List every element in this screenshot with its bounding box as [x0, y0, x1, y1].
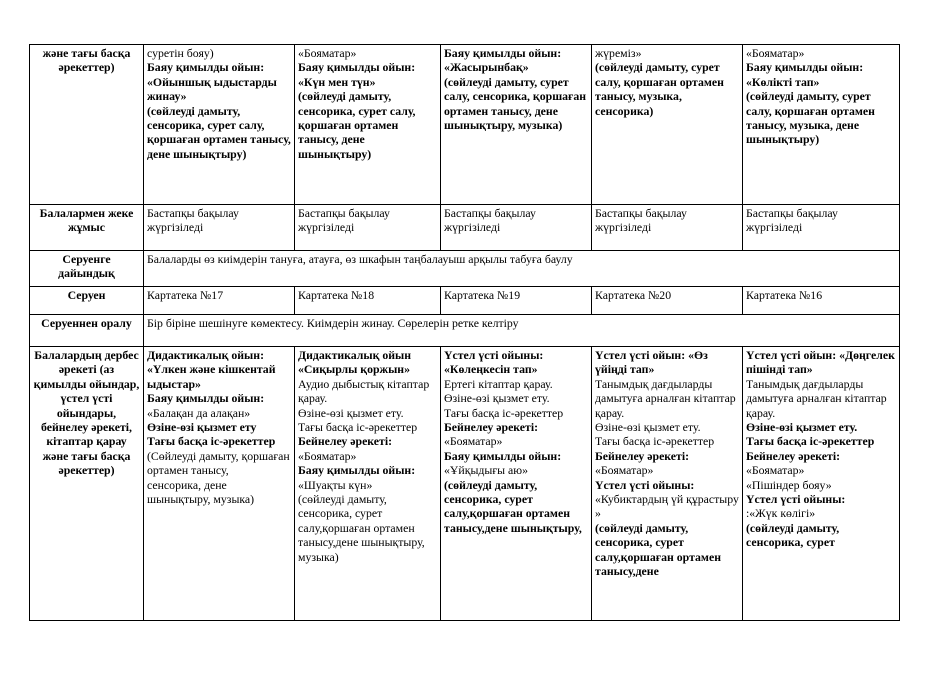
cell-text: «Бояматар»: [298, 46, 357, 60]
cell-text: (сөйлеуді дамыту, сенсорика, сурет салу, қоршаған ортамен танысу, дене шынықтыру): [298, 89, 416, 161]
day-cell: [441, 205, 592, 251]
cell-text: Бастапқы бақылау жүргізіледі: [147, 206, 239, 235]
day-cell: [295, 347, 441, 621]
cell-text: Дидактикалық ойын: «Үлкен және кішкентай ыдыстар»: [147, 348, 276, 391]
cell-text: (Сөйлеуді дамыту, қоршаған ортамен танысу, сенсорика, дене шынықтыру, музыка): [147, 448, 290, 507]
cell-text: Тағы басқа іс-әрекеттер: [595, 434, 715, 449]
table-row: [30, 347, 900, 621]
cell-text: Бейнелеу әрекеті:: [444, 420, 539, 435]
cell-text: Дидактикалық ойын «Сиқырлы қоржын»: [298, 348, 412, 377]
cell-text: Баяу қимылды ойын: «Ойыншық ыдыстарды жинау»: [147, 60, 277, 104]
cell-text: «Балақан да алақан»: [147, 405, 251, 420]
row-label: және тағы басқа әрекеттер): [30, 45, 144, 205]
cell-text: Өзіне-өзі қызмет ету.: [444, 391, 550, 406]
cell-text: Баяу қимылды ойын:: [147, 391, 265, 406]
cell-text: Үстел үсті ойын: «Өз үйіңді тап»: [595, 348, 708, 377]
cell-text: «Кубиктардың үй құрастыру »: [595, 492, 739, 521]
cell-text: «Ұйқыдығы аю»: [444, 463, 528, 478]
cell-text: Баяу қимылды ойын: «Көлікті тап»: [746, 60, 864, 89]
cell-text: (сөйлеуді дамыту, сенсорика, сурет салу,қоршаған ортамен танысу,дене шынықтыру, музыка): [298, 492, 425, 564]
day-cell: [743, 205, 900, 251]
row-label: Балалармен жеке жұмыс: [30, 205, 144, 251]
cell-text: Тағы басқа іс-әрекеттер: [147, 434, 276, 449]
day-cell: [144, 287, 295, 315]
cell-text: Картатека №17: [147, 288, 224, 302]
schedule-table-body: [30, 45, 900, 621]
cell-text: «Бояматар»: [595, 463, 654, 478]
table-row: [30, 251, 900, 287]
day-cell: [441, 287, 592, 315]
row-label: Серуенге дайындық: [30, 251, 144, 287]
cell-text: Өзіне-өзі қызмет ету.: [298, 405, 404, 420]
cell-text: Өзіне-өзі қызмет ету.: [595, 420, 701, 435]
day-cell: [743, 287, 900, 315]
cell-text: Баяу қимылды ойын: «Жасырынбақ»: [444, 46, 562, 75]
cell-text: Тағы басқа іс-әрекеттер: [298, 420, 418, 435]
cell-text: Бейнелеу әрекеті:: [595, 448, 690, 463]
cell-text: Бастапқы бақылау жүргізіледі: [298, 206, 390, 235]
cell-text: (сөйлеуді дамыту, сенсорика, сурет салу,қоршаған ортамен танысу,дене шынықтыру,: [444, 477, 582, 535]
cell-text: Аудио дыбыстық кітаптар қарау.: [298, 376, 430, 406]
table-row: [30, 315, 900, 347]
cell-text: «Көлеңкесін тап»: [444, 362, 538, 377]
cell-text: жүреміз»: [595, 46, 642, 60]
cell-text: Картатека №19: [444, 288, 521, 302]
cell-text: Картатека №20: [595, 288, 672, 302]
cell-text: Бастапқы бақылау жүргізіледі: [746, 206, 838, 235]
cell-text: :«Жүк көлігі»: [746, 506, 816, 521]
cell-text: Үстел үсті ойын: «Дөңгелек пішінді тап»: [746, 348, 895, 377]
day-cell: [144, 45, 295, 205]
day-cell: [295, 287, 441, 315]
cell-text: Танымдық дағдыларды дамытуға арналған кітаптар қарау.: [595, 376, 736, 420]
cell-text: Тағы басқа іс-әрекеттер: [746, 434, 875, 449]
cell-text: Өзіне-өзі қызмет ету: [147, 420, 257, 435]
row-label: Серуен: [30, 287, 144, 315]
day-cell: [441, 347, 592, 621]
cell-text: Бейнелеу әрекеті:: [746, 448, 841, 463]
cell-text: «Бояматар»: [746, 46, 805, 60]
cell-text: суретін бояу): [147, 46, 214, 60]
day-cell: [144, 205, 295, 251]
cell-text: «Шуақты күн»: [298, 477, 373, 492]
cell-text: Үстел үсті ойыны:: [595, 477, 695, 492]
cell-text: Бейнелеу әрекеті:: [298, 434, 393, 449]
row-span-cell: Бір біріне шешінуге көмектесу. Киімдерін жинау. Сөрелерін ретке келтіру: [144, 315, 900, 347]
cell-text: Баяу қимылды ойын:: [298, 463, 416, 478]
day-cell: [592, 347, 743, 621]
cell-text: Тағы басқа іс-әрекеттер: [444, 405, 564, 420]
cell-text: Баяу қимылды ойын: «Күн мен түн»: [298, 60, 416, 89]
table-row: [30, 205, 900, 251]
cell-text: (сөйлеуді дамыту, сурет салу, қоршаған ортамен танысу, музыка, сенсорика): [595, 60, 724, 118]
cell-text: (сөйлеуді дамыту, сенсорика, сурет салу,қоршаған ортамен танысу,дене: [595, 520, 721, 579]
cell-text: «Пішіндер бояу»: [746, 477, 832, 492]
cell-text: Бастапқы бақылау жүргізіледі: [444, 206, 536, 235]
cell-text: Танымдық дағдыларды дамытуға арналған кітаптар қарау.: [746, 376, 887, 420]
cell-text: Бастапқы бақылау жүргізіледі: [595, 206, 687, 235]
day-cell: [441, 45, 592, 205]
day-cell: [144, 347, 295, 621]
cell-text: (сөйлеуді дамыту, сенсорика, сурет: [746, 520, 840, 550]
day-cell: [743, 45, 900, 205]
day-cell: [295, 205, 441, 251]
cell-text: Баяу қимылды ойын:: [444, 448, 562, 463]
table-row: [30, 45, 900, 205]
cell-text: «Бояматар»: [444, 434, 503, 449]
row-label: Балалардың дербес әрекеті (аз қимылды ойындар, үстел үсті ойындары, бейнелеу әрекеті, кітаптар қарау және тағы басқа әрекеттер): [30, 347, 144, 621]
cell-text: Картатека №16: [746, 288, 823, 302]
day-cell: [592, 45, 743, 205]
cell-text: (сөйлеуді дамыту, сенсорика, сурет салу, қоршаған ортамен танысу, дене шынықтыру): [147, 103, 291, 161]
cell-text: (сөйлеуді дамыту, сурет салу, қоршаған ортамен танысу, музыка, дене шынықтыру): [746, 89, 875, 147]
day-cell: [743, 347, 900, 621]
cell-text: Үстел үсті ойыны:: [746, 492, 846, 507]
cell-text: (сөйлеуді дамыту, сурет салу, сенсорика, қоршаған ортамен танысу, дене шынықтыру, музыка): [444, 74, 587, 133]
row-span-cell: Балаларды өз киімдерін тануға, атауға, өз шкафын таңбалауыш арқылы табуға баулу: [144, 251, 900, 287]
cell-text: Ертегі кітаптар қарау.: [444, 376, 553, 391]
table-row: [30, 287, 900, 315]
row-label: Серуеннен оралу: [30, 315, 144, 347]
day-cell: [592, 287, 743, 315]
day-cell: [592, 205, 743, 251]
cell-text: Картатека №18: [298, 288, 375, 302]
day-cell: [295, 45, 441, 205]
cell-text: Өзіне-өзі қызмет ету.: [746, 420, 858, 435]
cell-text: «Бояматар»: [746, 463, 805, 478]
cell-text: Үстел үсті ойыны:: [444, 348, 544, 362]
cell-text: «Бояматар»: [298, 448, 357, 463]
schedule-table: [29, 44, 900, 621]
